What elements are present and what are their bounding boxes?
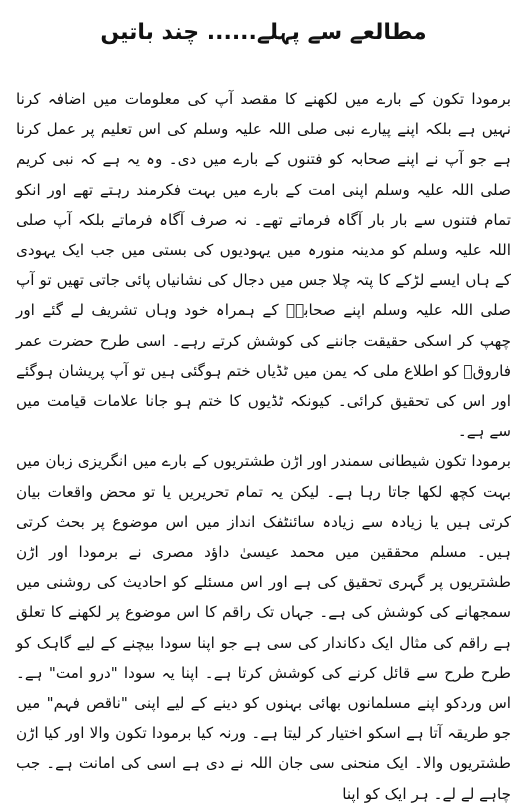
paragraph-1: برمودا تکون کے بارے میں لکھنے کا مقصد آپ کی معلومات میں اضافہ کرنا نہیں ہے بلکہ اپنے پیارے نبی صلی اللہ علیہ وسلم کی اس تعلیم پر عمل کرنا ہے جو آپ نے اپنے صحابہ کو فتنوں کے بارے میں دی۔ وہ یہ ہے کہ نبی کریم صلی اللہ علیہ وسلم اپنی امت کے بارے میں بہت فکرمند رہتے تھے اور انکو تمام فتنوں سے بار بار آگاہ فرماتے تھے۔ نہ صرف آگاہ فرماتے بلکہ آپ صلی اللہ علیہ وسلم کو مدینہ منورہ میں یہودیوں کی بستی میں جب ایک یہودی کے ہاں ایسے لڑکے کا پتہ چلا جس میں دجال کی نشانیاں پائی جاتی تھیں تو آپ صلی اللہ علیہ وسلم اپنے صحابہؓ کے ہمراہ خود وہاں تشریف لے گئے اور چھپ کر اسکی حقیقت جاننے کی کوشش کرتے رہے۔ اسی طرح حضرت عمر فاروقؓ کو اطلاع ملی کہ یمن میں ٹڈیاں ختم ہوگئی ہیں تو آپ پریشان ہوگئے اور اس کی تحقیق کرائی۔ کیونکہ ٹڈیوں کا ختم ہو جانا علامات قیامت میں سے ہے۔	[16, 90, 511, 441]
paragraph-2: برمودا تکون شیطانی سمندر اور اڑن طشتریوں کے بارے میں انگریزی زبان میں بہت کچھ لکھا جاتا رہا ہے۔ لیکن یہ تمام تحریریں یا تو محض واقعات بیان کرتی ہیں یا زیادہ سے زیادہ سائنٹفک انداز میں اس موضوع پر بحث کرتی ہیں۔ مسلم محققین میں محمد عیسیٰ داؤد مصری نے برمودا اور اڑن طشتریوں پر گہری تحقیق کی ہے اور اس مسئلے کو احادیث کی روشنی میں سمجھانے کی کوشش کی ہے۔ جہاں تک راقم کا اس موضوع پر لکھنے کا تعلق ہے راقم کی مثال ایک دکاندار کی سی ہے جو اپنا سودا بیچنے کے لیے گاہک کو طرح طرح سے قائل کرنے کی کوشش کرتا ہے۔ اپنا یہ سودا "درو امت" ہے۔ اس وردکو اپنے مسلمانوں بھائی بہنوں کو دینے کے لیے اپنی "ناقص فہم" میں جو طریقہ آتا ہے اسکو اختیار کر لیتا ہے۔ ورنہ کیا برمودا تکون والا اور کیا اڑن طشتریوں والا۔ ایک منحنی سی جان اللہ نے دی ہے اسی کی امانت ہے۔ جب چاہے لے لے۔ ہر ایک کو اپنا	[16, 452, 511, 803]
page-title: مطالعے سے پہلے...... چند باتیں	[100, 20, 427, 45]
